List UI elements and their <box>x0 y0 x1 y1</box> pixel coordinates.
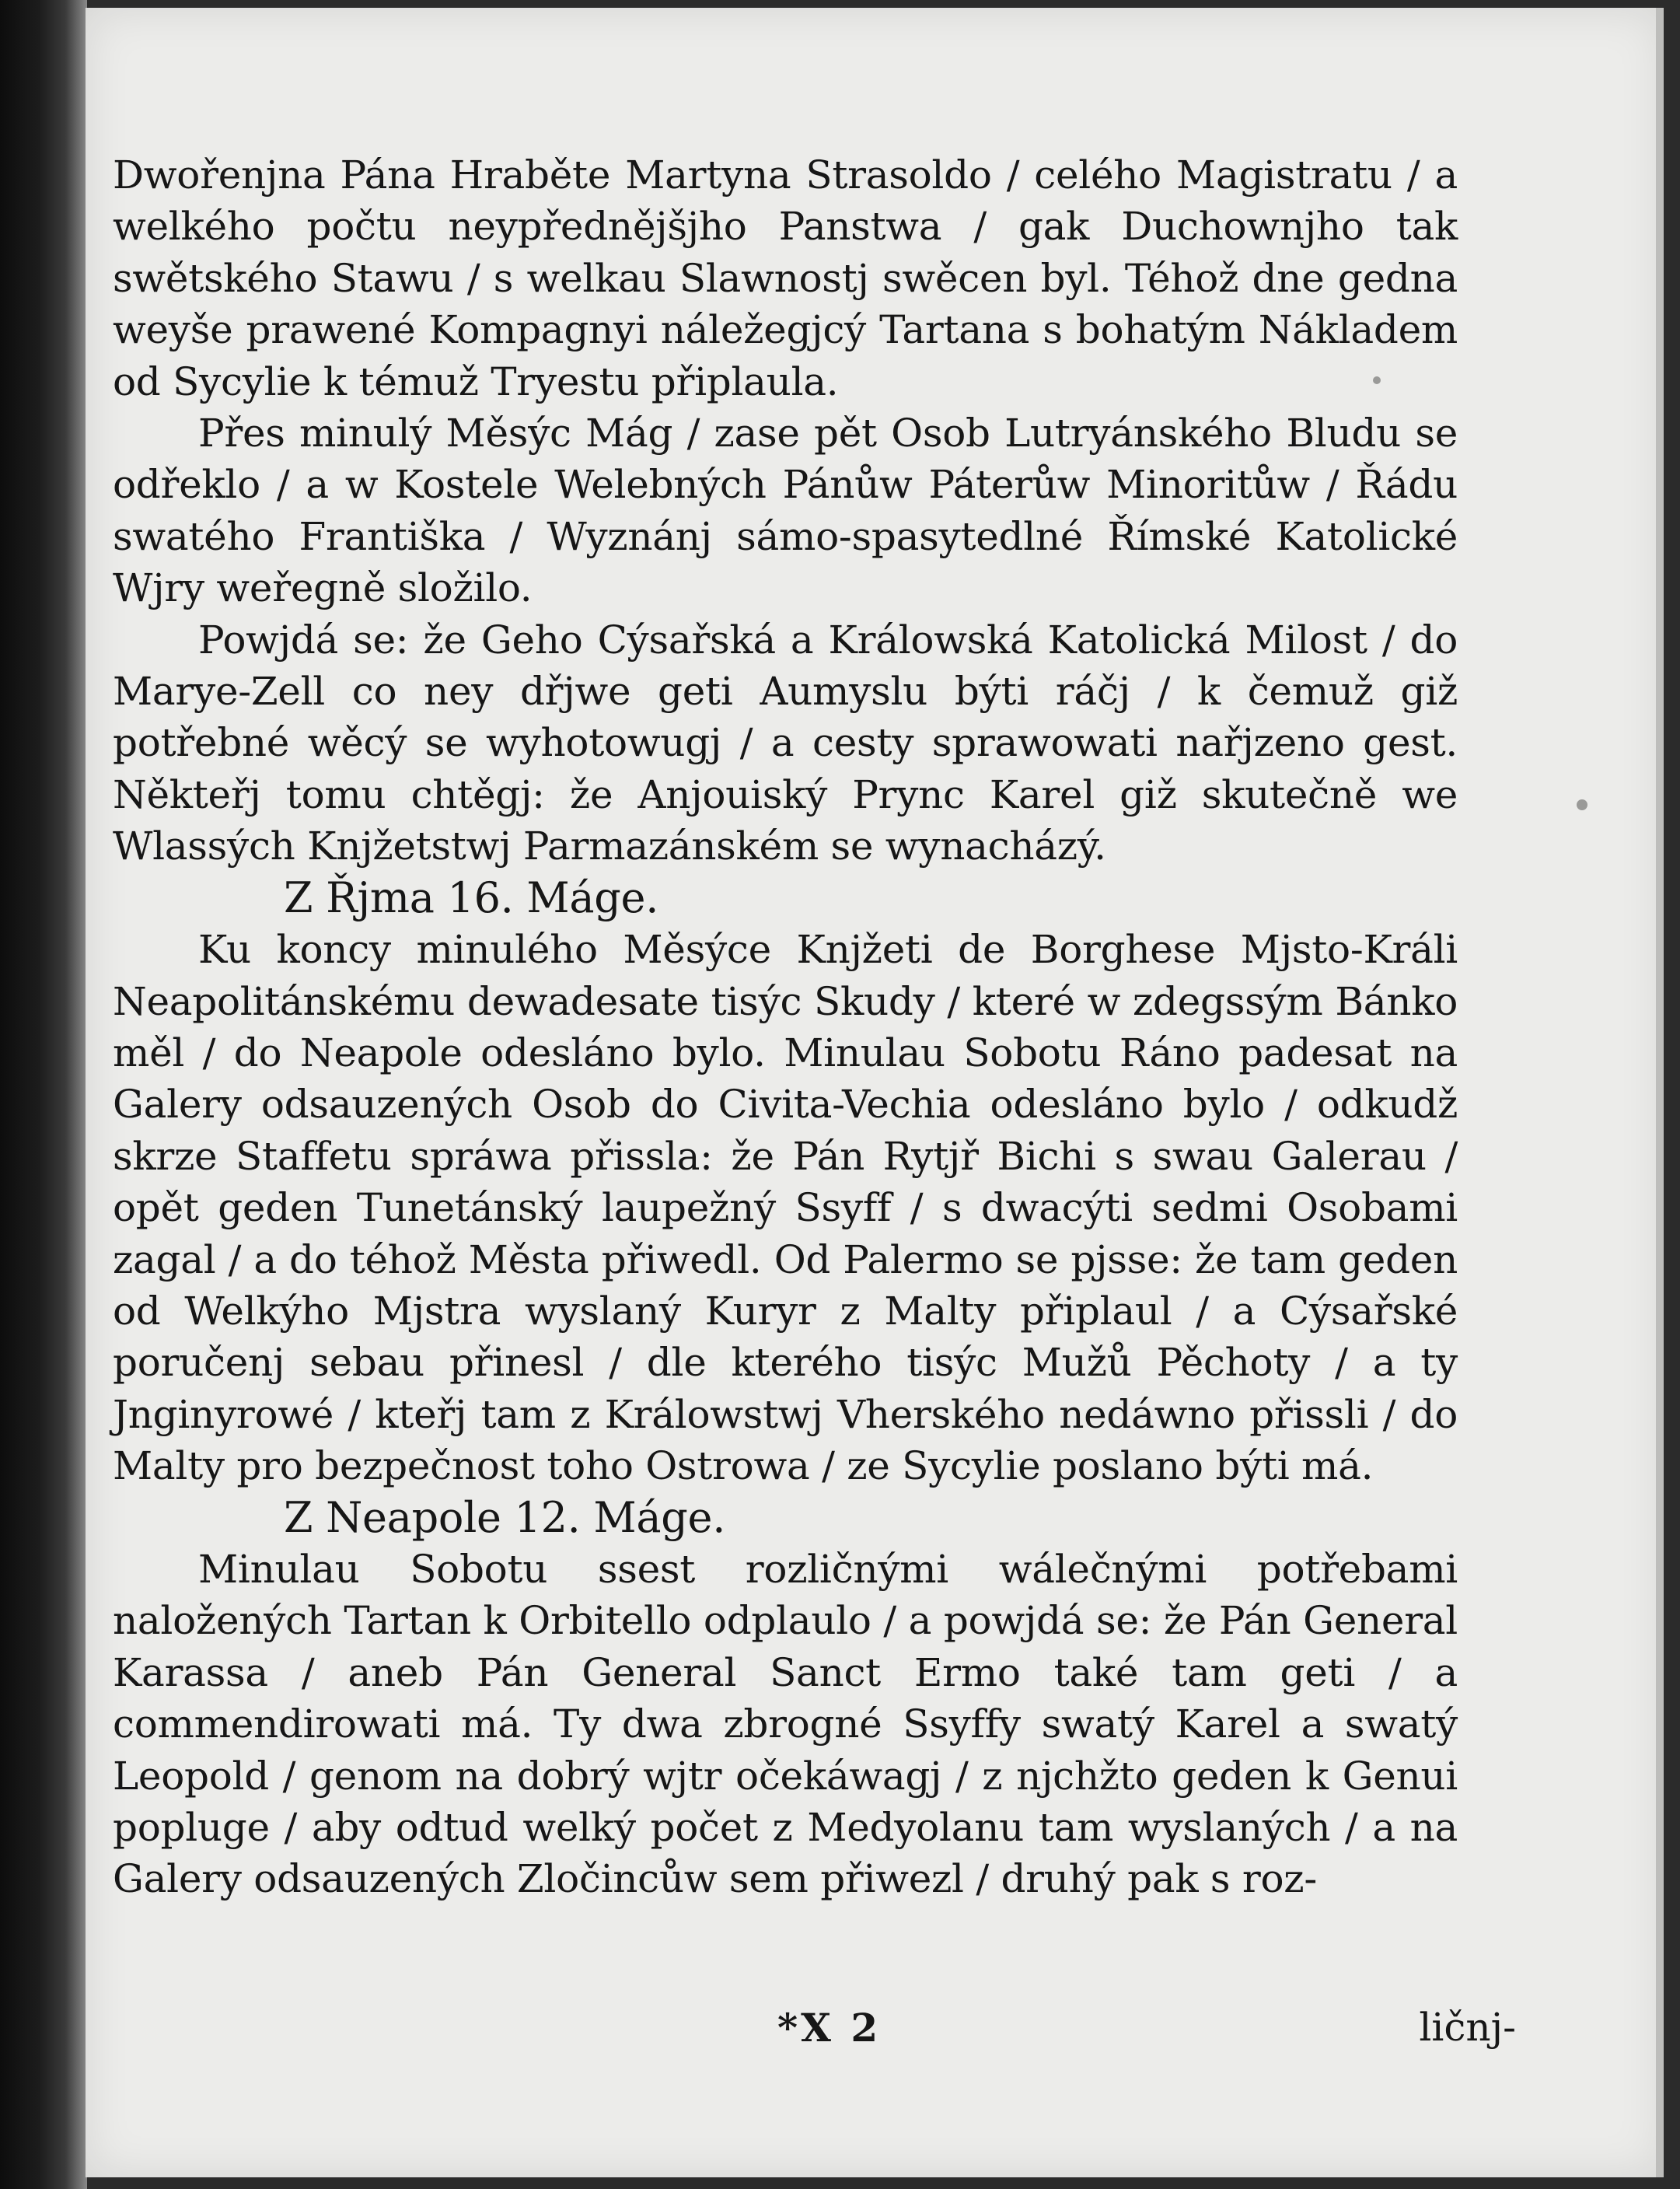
paragraph-naples-news: Minulau Sobotu ssest rozličnými wálečnými potřebami naložených Tartan k Orbitello odplaulo / a powjdá se: že Pán General Karassa / aneb Pán General Sanct Ermo také tam geti / a commendirowati má. Ty dwa zbrogné Ssyffy swatý Karel a swatý Leopold / genom na dobrý wjtr očekáwagj / z njchžto geden k Genui popluge / aby odtud welký počet z Medyolanu tam wyslaných / a na Galery odsauzených Zločincůw sem přiwezl / druhý pak s roz- <box>113 1546 1458 1902</box>
paper-speck <box>1577 799 1587 810</box>
body-text <box>113 149 1458 1905</box>
catchword: ličnj- <box>1419 2005 1516 2050</box>
book-gutter-shadow <box>0 0 87 2189</box>
dateline-naples: Z Neapole 12. Máge. <box>284 1492 726 1542</box>
document-page <box>86 8 1664 2177</box>
dateline-rome: Z Řjma 16. Máge. <box>284 872 659 922</box>
page-edge <box>1656 8 1664 2177</box>
paragraph-rome-news: Ku koncy minulého Měsýce Knjžeti de Borghese Mjsto-Králi Neapolitánskému dewadesate tisýc Skudy / které w zdegssým Bánko měl / do Neapole odesláno bylo. Minulau Sobotu Ráno padesat na Galery odsauzených Osob do Civita-Vechia odesláno bylo / odkudž skrze Staffetu spráwa přissla: že Pán Rytjř Bichi s swau Galerau / opět geden Tunetánský laupežný Ssyff / s dwacýti sedmi Osobami zagal / a do téhož Města přiwedl. Od Palermo se pjsse: že tam geden od Welkýho Mjstra wyslaný Kuryr z Malty připlaul / a Cýsařské poručenj sebau přinesl / dle kterého tisýc Mužů Pěchoty / a ty Jnginyrowé / kteřj tam z Králowstwj Vherského nedáwno přissli / do Malty pro bezpečnost toho Ostrowa / ze Sycylie poslano býti má. <box>113 927 1458 1489</box>
paragraph-mariazell: Powjdá se: že Geho Cýsařská a Králowská Katolická Milost / do Marye-Zell co ney dřjwe geti Aumyslu býti ráčj / k čemuž giž potřebné wěcý se wyhotowugj / a cesty sprawowati nařjzeno gest. Někteřj tomu chtěgj: že Anjouiský Prync Karel giž skutečně we Wlassých Knjžetstwj Parmazánském se wynacházý. <box>113 617 1458 869</box>
page-footer <box>86 2005 1516 2056</box>
paragraph-strasoldo: Dwořenjna Pána Hraběte Martyna Strasoldo / celého Magistratu / a welkého počtu neypřednějšjho Panstwa / gak Duchownjho tak swětského Stawu / s welkau Slawnostj swěcen byl. Téhož dne gedna weyše prawené Kompagnyi náležegjcý Tartana s bohatým Nákladem od Sycylie k témuž Tryestu připlaula. <box>113 152 1458 404</box>
paragraph-lutheran-converts: Přes minulý Měsýc Mág / zase pět Osob Lutryánského Bludu se odřeklo / a w Kostele Welebných Pánůw Páterůw Minoritůw / Řádu swatého Františka / Wyznánj sámo-spasytedlné Římské Katolické Wjry weřegně složilo. <box>113 411 1458 611</box>
signature-mark: *X 2 <box>777 2005 882 2051</box>
